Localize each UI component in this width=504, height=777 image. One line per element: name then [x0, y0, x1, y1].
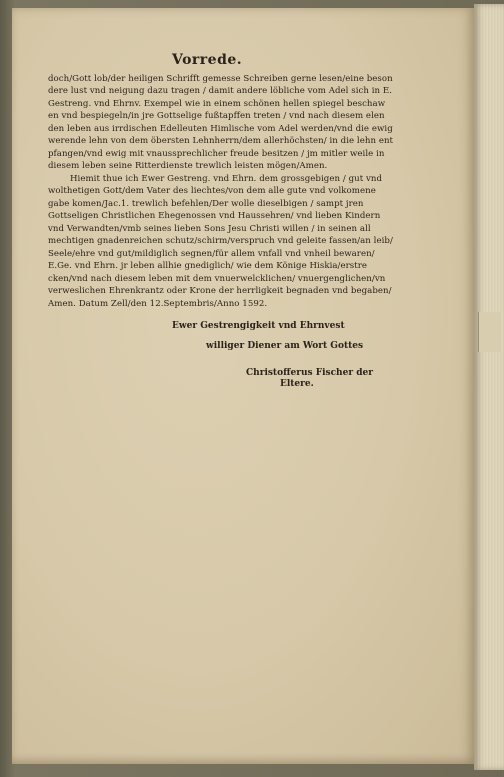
- text-line: en vnd bespiegeln/in jre Gottselige fußtapffen treten / vnd nach diesem elen: [48, 111, 385, 121]
- text-line: verweslichen Ehrenkrantz oder Krone der herrligkeit begnaden vnd begaben/: [48, 286, 392, 296]
- text-line: Gottseligen Christlichen Ehegenossen vnd Haussehren/ vnd lieben Kindern: [48, 211, 381, 221]
- text-line: dere lust vnd neigung dazu tragen / damit andere löbliche vom Adel sich in E.: [48, 86, 393, 96]
- text-line: Gestreng. vnd Ehrnv. Exempel wie in einem schönen hellen spiegel beschaw: [48, 99, 386, 109]
- text-line: diesem leben seine Ritterdienste trewlich leisten mögen/Amen.: [48, 161, 328, 171]
- text-line: wolthetigen Gott/dem Vater des liechtes/von dem alle gute vnd volkomene: [48, 186, 376, 196]
- text-line: Amen. Datum Zell/den 12.Septembris/Anno 1592.: [48, 299, 268, 309]
- text-line: Seele/ehre vnd gut/mildiglich segnen/für allem vnfall vnd vnheil bewaren/: [48, 249, 375, 259]
- page-stack-edge: [474, 4, 504, 770]
- text-line: pfangen/vnd ewig mit vnaussprechlicher freude besitzen / jm mitler weile in: [48, 149, 385, 159]
- text-line: vnd Verwandten/vmb seines lieben Sons Jesu Christi willen / in seinen all: [48, 224, 371, 234]
- closing-signoff: williger Diener am Wort Gottes: [206, 341, 364, 351]
- page-marker-tab: [478, 312, 501, 352]
- text-line: werende lehn von dem öbersten Lehnherrn/dem allerhöchsten/ in die lehn ent: [48, 136, 394, 146]
- page-text: [12, 8, 474, 764]
- page-heading: Vorrede.: [172, 52, 243, 68]
- author-name: Christofferus Fischer der: [246, 368, 373, 378]
- closing-salutation: Ewer Gestrengigkeit vnd Ehrnvest: [172, 321, 345, 331]
- text-line: gabe komen/Jac.1. trewlich befehlen/Der wolle dieselbigen / sampt jren: [48, 199, 364, 209]
- text-line: Hiemit thue ich Ewer Gestreng. vnd Ehrn. dem grossgebigen / gut vnd: [70, 174, 383, 184]
- book-page: [12, 8, 474, 764]
- text-line: doch/Gott lob/der heiligen Schrifft gemesse Schreiben gerne lesen/eine beson: [48, 74, 393, 84]
- text-line: mechtigen gnadenreichen schutz/schirm/verspruch vnd geleite fassen/an leib/: [48, 236, 393, 246]
- author-suffix: Eltere.: [280, 379, 314, 389]
- text-line: E.Ge. vnd Ehrn. jr leben allhie gnediglich/ wie dem Könige Hiskia/erstre: [48, 261, 368, 271]
- text-line: cken/vnd nach diesem leben mit dem vnuerwelcklichen/ vnuergenglichen/vn: [48, 274, 386, 284]
- text-line: den leben aus irrdischen Edelleuten Himlische vom Adel werden/vnd die ewig: [48, 124, 393, 134]
